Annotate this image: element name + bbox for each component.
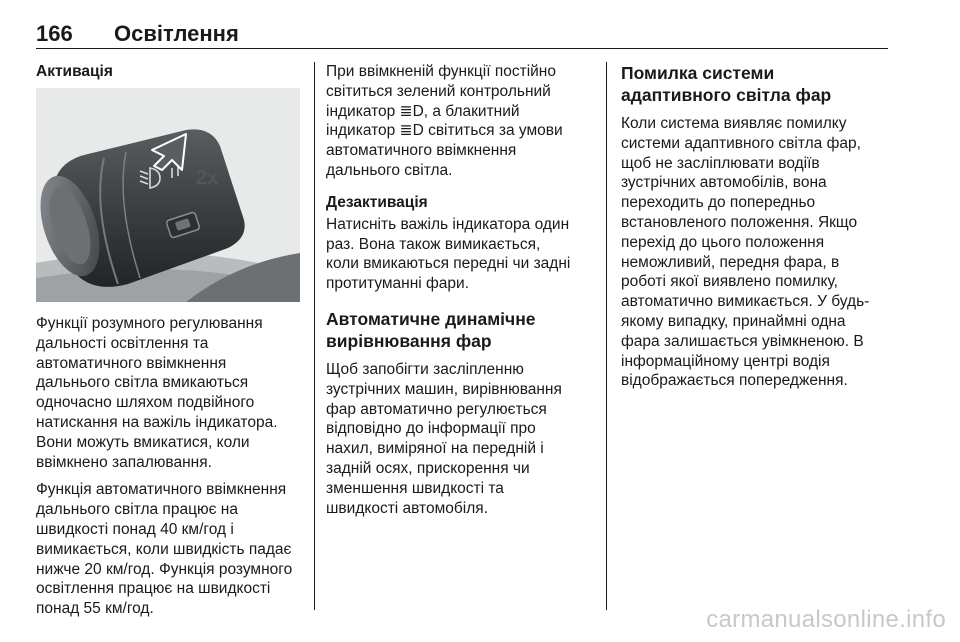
system-error-paragraph: Коли система виявляє помилку системи адаптивного світла фар, щоб не засліплювати водіїв зустрічних автомобілів, вона переходить до попередньо встановленого положення. Якщо перехід до цього положення неможливий, передня фара, в роботі якої виявлено помилку, автоматично вимикається. У будь-якому випадку, принаймні одна фара залишається увімкненою. В інформаційному центрі водія відображається попередження. — [621, 115, 870, 390]
deactivation-heading: Дезактивація — [326, 193, 428, 211]
column-divider — [314, 62, 315, 610]
stalk-illustration — [36, 88, 300, 302]
column-middle — [326, 62, 576, 526]
activation-heading: Активація — [36, 63, 113, 80]
press-count-label: 2x — [196, 167, 219, 189]
indicator-paragraph: При ввімкненій функції постійно світиться зелений контрольний індикатор ≣D, а блакитний індикатор ≣D світиться за умови автоматичного ввімкнення дальнього світла. — [326, 63, 563, 179]
system-error-heading: Помилка системи адаптивного світла фар — [621, 63, 832, 105]
watermark: carmanualsonline.info — [706, 606, 946, 633]
dynamic-leveling-paragraph: Щоб запобігти засліпленню зустрічних машин, вирівнювання фар автоматично регулюється відповідно до інформації про нахил, виміряної на передній і задній осях, прискорення чи зменшення швидкості та швидкості автомобіля. — [326, 360, 562, 517]
page-header — [36, 20, 888, 49]
column-left — [36, 62, 300, 627]
column-divider — [606, 62, 607, 610]
activation-paragraph: Функція автоматичного ввімкнення дальнього світла працює на швидкості понад 40 км/год і вимикається, коли швидкість падає нижче 20 км/год. Функція розумного освітлення працює на швидкості понад 55 км/год. — [36, 481, 293, 618]
page-number: 166 — [36, 21, 73, 46]
dynamic-leveling-heading: Автоматичне динамічне вирівнювання фар — [326, 308, 536, 351]
deactivation-paragraph: Натисніть важіль індикатора один раз. Вона також вимикається, коли вмикаються передні чи задні протитуманні фари. — [326, 215, 571, 293]
activation-paragraph: Функції розумного регулювання дальності освітлення та автоматичного ввімкнення дальнього світла вмикаються одночасно шляхом подвійного натискання на важіль індикатора. Вони можуть вмикатися, коли ввімкнено запалювання. — [36, 315, 278, 471]
page-title: Освітлення — [114, 21, 239, 46]
column-right — [621, 62, 883, 399]
